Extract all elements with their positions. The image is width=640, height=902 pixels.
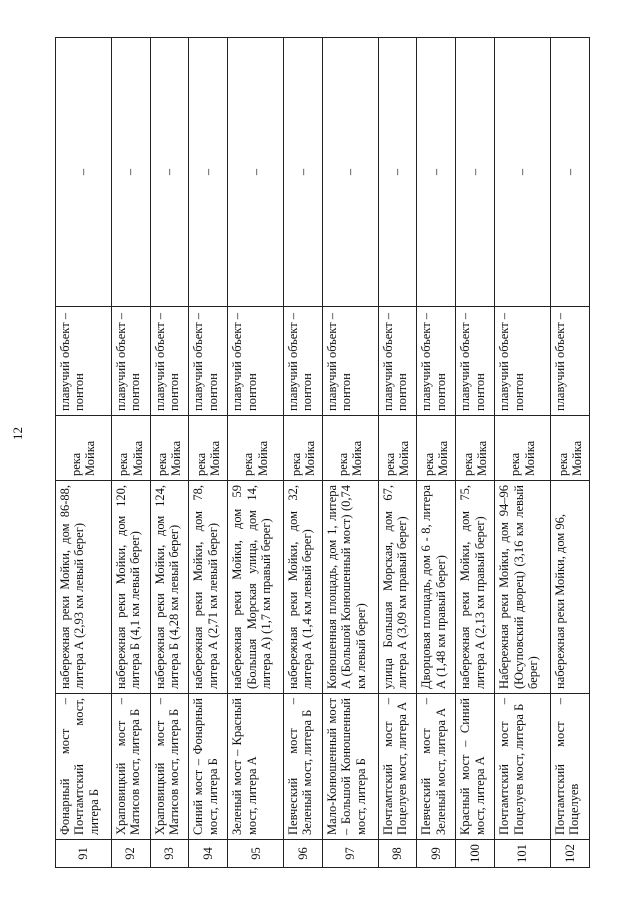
extra-info-cell: – xyxy=(283,38,322,307)
row-number-cell: 101 xyxy=(495,840,551,868)
river-cell: река Мойка xyxy=(150,416,189,481)
river-cell: река Мойка xyxy=(456,416,495,481)
section-name-cell: Красный мост – Синий мост, литера А xyxy=(456,694,495,840)
address-cell: набережная реки Мойки, дом 78, литера А (2,71 км левый берег) xyxy=(189,481,228,694)
object-type-cell: плавучий объект – понтон xyxy=(228,307,284,416)
address-cell: набережная реки Мойки, дом 124, литера Б (4,28 км левый берег) xyxy=(150,481,189,694)
object-type-cell: плавучий объект – понтон xyxy=(378,307,417,416)
extra-info-cell: – xyxy=(378,38,417,307)
object-type-cell: плавучий объект – понтон xyxy=(189,307,228,416)
table-row xyxy=(150,38,189,868)
river-cell: река Мойка xyxy=(56,416,112,481)
table-row xyxy=(283,38,322,868)
extra-info-cell: – xyxy=(228,38,284,307)
section-name-cell: Зеленый мост – Красный мост, литера А xyxy=(228,694,284,840)
page-number: 12 xyxy=(10,427,25,440)
extra-info-cell: – xyxy=(456,38,495,307)
section-name-cell: Храповицкий мост – Матисов мост, литера Б xyxy=(111,694,150,840)
address-cell: улица Большая Морская, дом 67, литера А (3,09 км правый берег) xyxy=(378,481,417,694)
row-number-cell: 100 xyxy=(456,840,495,868)
row-number-cell: 95 xyxy=(228,840,284,868)
address-cell: Дворцовая площадь, дом 6 - 8, литера А (1,48 км правый берег) xyxy=(417,481,456,694)
row-number-cell: 99 xyxy=(417,840,456,868)
river-cell: река Мойка xyxy=(495,416,551,481)
object-type-cell: плавучий объект – понтон xyxy=(417,307,456,416)
extra-info-cell: – xyxy=(417,38,456,307)
address-cell: набережная реки Мойки, дом 120, литера Б (4,1 км левый берег) xyxy=(111,481,150,694)
row-number-cell: 96 xyxy=(283,840,322,868)
row-number-cell: 97 xyxy=(322,840,378,868)
section-name-cell: Певческий мост – Зеленый мост, литера Б xyxy=(283,694,322,840)
section-name-cell: Почтамтский мост – Поцелуев xyxy=(550,694,589,840)
table-body xyxy=(56,38,590,868)
extra-info-cell: – xyxy=(111,38,150,307)
table-row xyxy=(417,38,456,868)
object-type-cell: плавучий объект – понтон xyxy=(56,307,112,416)
rotated-table-wrapper xyxy=(55,38,590,868)
table-row xyxy=(495,38,551,868)
address-cell: Конюшенная площадь, дом 1, литера А (Большой Конюшенный мост) (0,74 км левый берег) xyxy=(322,481,378,694)
section-name-cell: Почтамтский мост – Поцелуев мост, литера Б xyxy=(495,694,551,840)
table-row xyxy=(456,38,495,868)
row-number-cell: 102 xyxy=(550,840,589,868)
address-cell: Набережная реки Мойки, дом 94–96 (Юсуповский дворец) (3,16 км левый берег) xyxy=(495,481,551,694)
extra-info-cell: – xyxy=(495,38,551,307)
river-cell: река Мойка xyxy=(378,416,417,481)
table-row xyxy=(56,38,112,868)
section-name-cell: Певческий мост – Зеленый мост, литера А xyxy=(417,694,456,840)
address-cell: набережная реки Мойки, дом 75, литера А (2,13 км правый берег) xyxy=(456,481,495,694)
river-cell: река Мойка xyxy=(322,416,378,481)
object-type-cell: плавучий объект – xyxy=(550,307,589,416)
registry-table xyxy=(55,37,590,868)
row-number-cell: 93 xyxy=(150,840,189,868)
row-number-cell: 98 xyxy=(378,840,417,868)
section-name-cell: Синий мост – Фонарный мост, литера Б xyxy=(189,694,228,840)
river-cell: река Мойка xyxy=(283,416,322,481)
address-cell: набережная реки Мойки, дом 86-88, литера А (2,93 км левый берег) xyxy=(56,481,112,694)
section-name-cell: Фонарный мост – Почтамтский мост, литера Б xyxy=(56,694,112,840)
extra-info-cell: – xyxy=(189,38,228,307)
table-row xyxy=(378,38,417,868)
object-type-cell: плавучий объект – понтон xyxy=(322,307,378,416)
table-row xyxy=(189,38,228,868)
address-cell: набережная реки Мойки, дом 96, xyxy=(550,481,589,694)
row-number-cell: 92 xyxy=(111,840,150,868)
table-row xyxy=(228,38,284,868)
object-type-cell: плавучий объект – понтон xyxy=(150,307,189,416)
address-cell: набережная реки Мойки, дом 59 (Большая Морская улица, дом 14, литера А) (1,7 км правый берег) xyxy=(228,481,284,694)
object-type-cell: плавучий объект – понтон xyxy=(283,307,322,416)
section-name-cell: Почтамтский мост – Поцелуев мост, литера А xyxy=(378,694,417,840)
river-cell: река Мойка xyxy=(550,416,589,481)
table-row xyxy=(322,38,378,868)
river-cell: река Мойка xyxy=(228,416,284,481)
section-name-cell: Мало-Конюшенный мост – Большой Конюшенный мост, литера Б xyxy=(322,694,378,840)
extra-info-cell: – xyxy=(322,38,378,307)
section-name-cell: Храповицкий мост – Матисов мост, литера Б xyxy=(150,694,189,840)
river-cell: река Мойка xyxy=(189,416,228,481)
extra-info-cell: – xyxy=(150,38,189,307)
object-type-cell: плавучий объект – понтон xyxy=(456,307,495,416)
river-cell: река Мойка xyxy=(417,416,456,481)
object-type-cell: плавучий объект – понтон xyxy=(111,307,150,416)
table-row xyxy=(111,38,150,868)
river-cell: река Мойка xyxy=(111,416,150,481)
extra-info-cell: – xyxy=(550,38,589,307)
extra-info-cell: – xyxy=(56,38,112,307)
table-row xyxy=(550,38,589,868)
object-type-cell: плавучий объект – понтон xyxy=(495,307,551,416)
row-number-cell: 94 xyxy=(189,840,228,868)
address-cell: набережная реки Мойки, дом 32, литера А (1,4 км левый берег) xyxy=(283,481,322,694)
row-number-cell: 91 xyxy=(56,840,112,868)
